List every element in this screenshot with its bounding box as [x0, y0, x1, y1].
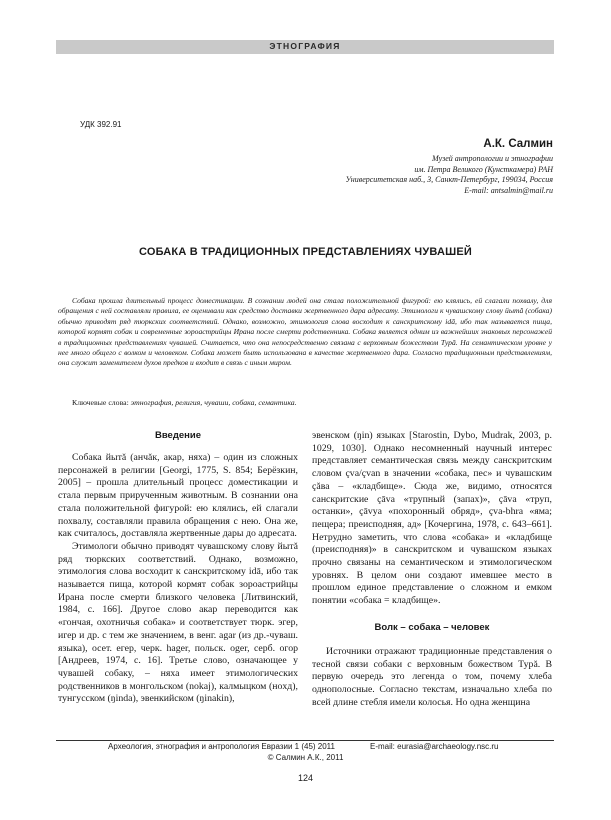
footer-copyright: © Салмин А.К., 2011: [267, 753, 344, 762]
affiliation-line: им. Петра Великого (Кунсткамера) РАН: [414, 164, 553, 174]
section-heading-wolf-dog-human: Волк – собака – человек: [374, 621, 490, 633]
author-name: А.К. Салмин: [483, 138, 553, 150]
right-column: [312, 430, 552, 709]
footer-divider: [56, 740, 554, 741]
keywords-label: Ключевые слова:: [72, 398, 129, 407]
section-heading-introduction: Введение: [154, 430, 202, 441]
author-email: E-mail: antsalmin@mail.ru: [464, 185, 553, 195]
body-paragraph: Этимологи обычно приводят чувашскому слову йытă ряд тюркских соответствий. Однако, возможно, этимология слова восходит к санскритскому idā, ибо так называется пища, которой кормят собак зороастрийцы Ирана после смерти близкого человека [Литвинский, 1984, с. 166]. Другое слово акар переводится как «гончая, охотничья собака» и соответствует тюрк. эгер, игер и др. с тем же значением, в венг. agar (из др.-чуваш. языка), осет. егер, черк. hager, польск. oger, серб. огор [Андреев, 1974, с. 16]. Третье слово, означающее у чувашей собаку, – няха имеет этимологических родственников в монгольском (nokaj), калмыцком (ноxд), тунгусском (ŋinda), эвенкийском (ŋinakin),: [58, 540, 298, 705]
section-label: ЭТНОГРАФИЯ: [269, 41, 341, 51]
affiliation-line: Музей антропологии и этнографии: [431, 154, 553, 163]
footer-email: E-mail: eurasia@archaeology.nsc.ru: [370, 742, 499, 751]
body-paragraph: Собака йытă (анчăк, акар, няха) – один из сложных персонажей в религии [Georgi, 1775, S. 854; Берёзкин, 2005] – прошла длительный процесс доместикации и стала первым прирученным животным. В сознании она стала положительной фигурой: ею клялись, ей слагали похвалу, составляли правила обращения с нею. Она же, как считалось, доставляла жертвенные дары до адресата.: [58, 452, 298, 540]
keywords-values: этнография, религия, чуваши, собака, семантика.: [130, 398, 297, 407]
keywords: [72, 398, 297, 407]
left-column: [58, 430, 298, 706]
author-block: [233, 138, 553, 196]
udc-code: УДК 392.91: [80, 120, 122, 129]
affiliation-address: Университетская наб., 3, Санкт-Петербург, 199034, Россия: [345, 175, 553, 184]
body-paragraph: эвенском (ŋin) языках [Starostin, Dybo, Mudrak, 2003, p. 1029, 1030]. Однако несомненный научный интерес представляет семантическая связь между санскритским словом çva/çvan в значении «собака, пес» и чувашским çăва – «кладбище». Сюда же, видимо, относятся санскритские çāva «трупный (запах)», çāva «труп, останки», çāvya «похоронный обряд», çva-bhra «яма; пещера; преисподняя, ад» [Кочергина, 1978, с. 643–661]. Нетрудно заметить, что слова «собака» и «кладбище (преисподняя)» в санскритском и чувашском языках прочно связаны на семантическом и этимологическом уровнях. В целом они создают имевшее место в прошлом единое представление о сложном и емком понятии «собака = кладбище».: [312, 430, 552, 607]
section-header-bar: [56, 40, 554, 54]
article-title: СОБАКА В ТРАДИЦИОННЫХ ПРЕДСТАВЛЕНИЯХ ЧУВАШЕЙ: [138, 246, 473, 258]
page-number: 124: [297, 773, 314, 783]
footer-journal: Археология, этнография и антропология Евразии 1 (45) 2011: [108, 742, 335, 751]
abstract: Собака прошла длительный процесс доместикации. В сознании людей она стала положительной фигурой: ею клялись, ей слагали похвалу, для обращения с ней составляли правила, ее оценивали как средство доставки жертвенного дара адресату. Этимологи к чувашскому слову йытă (собака) обычно приводят ряд тюркских соответствий. Однако, возможно, этимология слова восходит к санскритскому idā, ибо так называется пища, которой кормят собак и современные зороастрийцы Ирана после смерти родственника. Собака является одним из важнейших знаковых персонажей в традиционных представлениях чувашей. Считается, что она непосредственно связана с верховным божеством Турă. На семантическом уровне у нее много общего с волком и человеком. Собака может быть использована в качестве жертвенного дара. Согласно традиционным представлениям, она служит заменителем духов предков и входит в связь с иным миром.: [58, 296, 552, 368]
body-paragraph: Источники отражают традиционные представления о тесной связи собаки с верховным божеством Турă. В первую очередь это легенда о том, почему хлеба однополосные. Согласно текстам, изначально хлеба по всей длине стебля имели колосья. Но одна женщина: [312, 645, 552, 708]
